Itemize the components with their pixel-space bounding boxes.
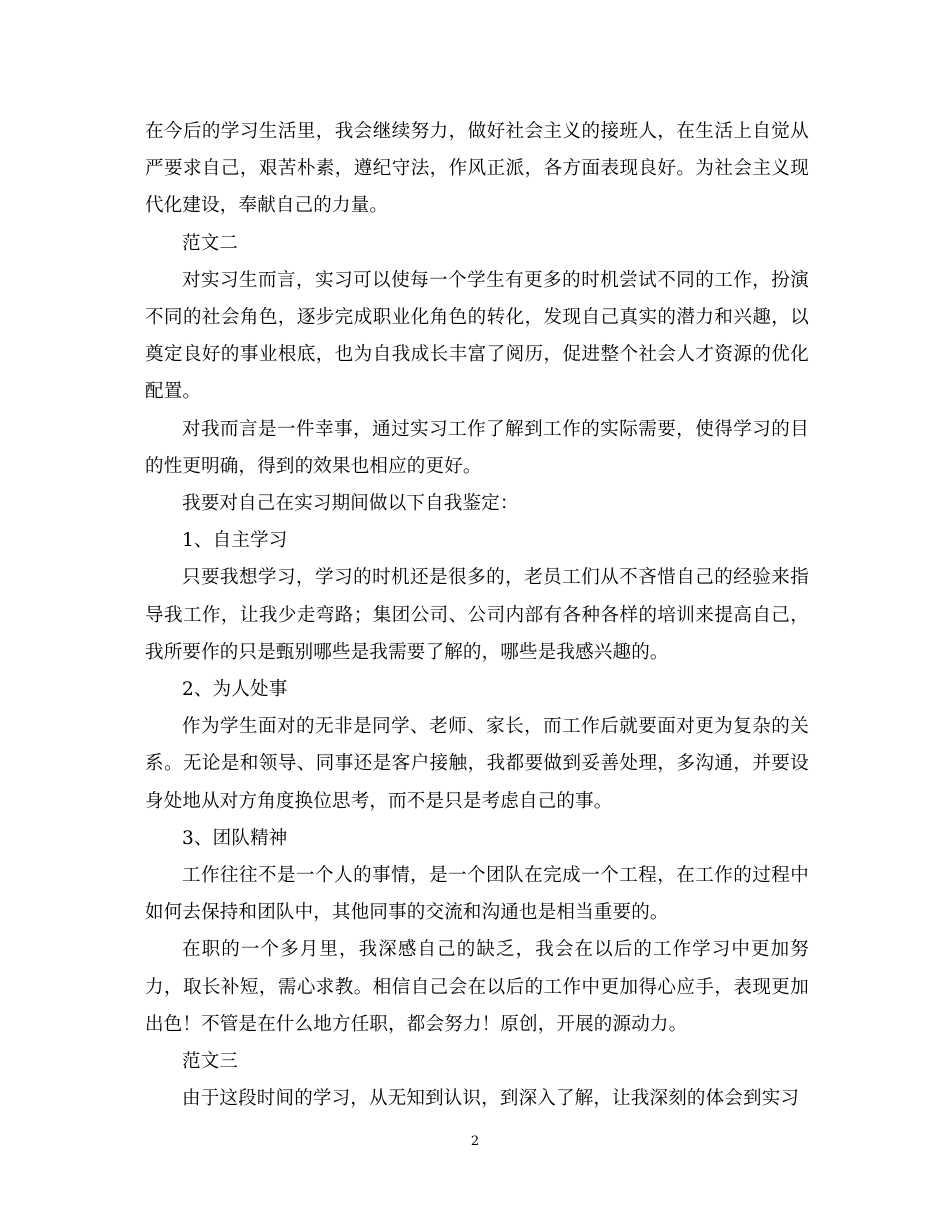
paragraph: 我要对自己在实习期间做以下自我鉴定： (182, 493, 519, 515)
paragraph: 在今后的学习生活里，我会继续努力，做好社会主义的接班人，在生活上自觉从严要求自己，艰苦朴素，遵纪守法，作风正派，各方面表现良好。为社会主义现代化建设，奉献自己的力量。 (145, 121, 809, 217)
subsection-heading: 2、为人处事 (182, 679, 288, 701)
paragraph: 对实习生而言，实习可以使每一个学生有更多的时机尝试不同的工作，扮演不同的社会角色，逐步完成职业化角色的转化，发现自己真实的潜力和兴趣，以奠定良好的事业根底，也为自我成长丰富了阅历，促进整个社会人才资源的优化配置。 (145, 269, 809, 403)
paragraph: 由于这段时间的学习，从无知到认识，到深入了解，让我深刻的体会到实习 (182, 1088, 800, 1110)
paragraph: 只要我想学习，学习的时机还是很多的，老员工们从不吝惜自己的经验来指导我工作，让我少走弯路；集团公司、公司内部有各种各样的培训来提高自己，我所要作的只是甄别哪些是我需要了解的，哪些是我感兴趣的。 (145, 567, 809, 663)
section-heading: 范文三 (182, 1051, 239, 1073)
subsection-heading: 3、团队精神 (182, 827, 288, 849)
document-body (145, 113, 809, 1117)
paragraph: 作为学生面对的无非是同学、老师、家长，而工作后就要面对更为复杂的关系。无论是和领导、同事还是客户接触，我都要做到妥善处理，多沟通，并要设身处地从对方角度换位思考，而不是只是考虑自己的事。 (145, 716, 809, 812)
subsection-heading: 1、自主学习 (182, 530, 288, 552)
paragraph: 工作往往不是一个人的事情，是一个团队在完成一个工程，在工作的过程中如何去保持和团队中，其他同事的交流和沟通也是相当重要的。 (145, 865, 809, 924)
paragraph: 在职的一个多月里，我深感自己的缺乏，我会在以后的工作学习中更加努力，取长补短，需心求教。相信自己会在以后的工作中更加得心应手，表现更加出色！不管是在什么地方任职，都会努力！原创，开展的源动力。 (145, 939, 809, 1035)
paragraph: 对我而言是一件幸事，通过实习工作了解到工作的实际需要，使得学习的目的性更明确，得到的效果也相应的更好。 (145, 418, 809, 477)
section-heading: 范文二 (182, 232, 239, 254)
page-number: 2 (470, 1134, 480, 1149)
